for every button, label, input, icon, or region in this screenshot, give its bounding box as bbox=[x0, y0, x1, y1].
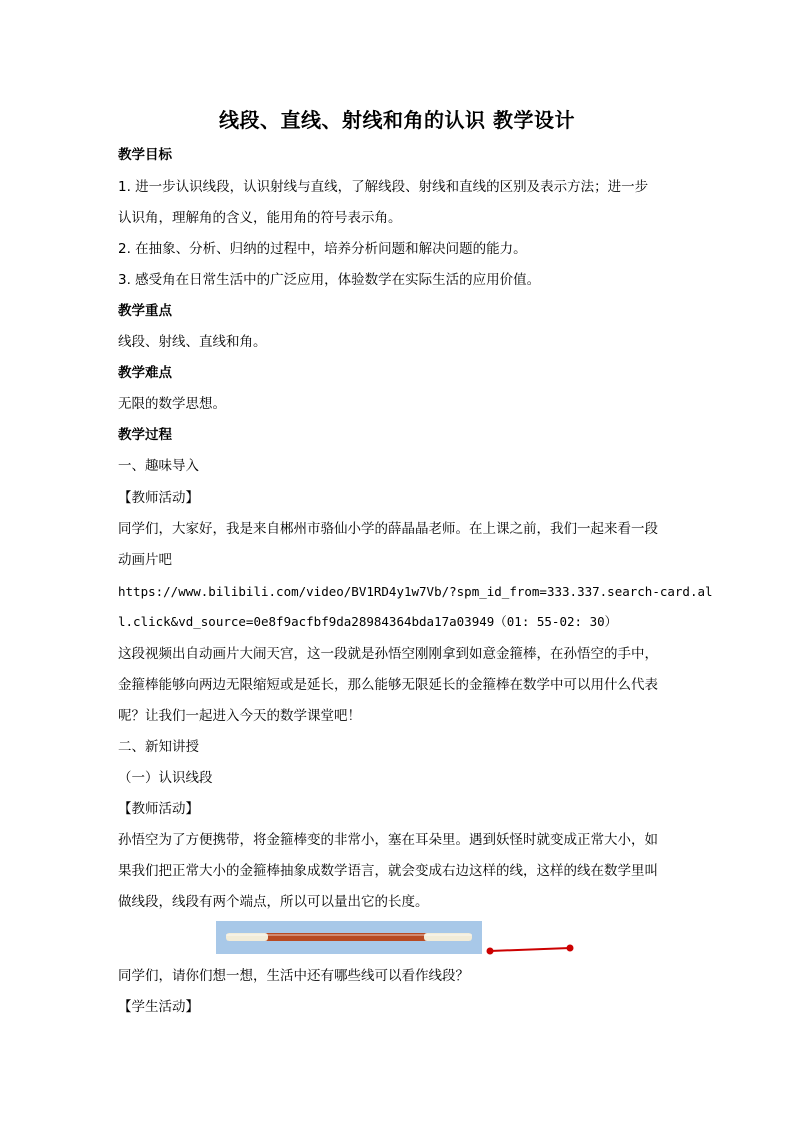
section-heading-key-points: 教学重点 bbox=[118, 303, 172, 319]
paragraph-line: 同学们，大家好，我是来自郴州市骆仙小学的薛晶晶老师。在上课之前，我们一起来看一段 bbox=[118, 521, 658, 537]
paragraph-line: 孙悟空为了方便携带，将金箍棒变的非常小，塞在耳朵里。遇到妖怪时就变成正常大小，如 bbox=[118, 832, 658, 848]
paragraph-line: 线段、射线、直线和角。 bbox=[118, 334, 267, 350]
section-heading-process: 教学过程 bbox=[118, 427, 172, 443]
section-heading-difficulties: 教学难点 bbox=[118, 365, 172, 381]
segment-endpoint-left bbox=[487, 948, 494, 955]
subsection-heading: （一）认识线段 bbox=[118, 770, 213, 786]
paragraph-line: 认识角，理解角的含义，能用角的符号表示角。 bbox=[118, 210, 402, 226]
golden-cudgel-image bbox=[216, 921, 482, 954]
paragraph-line: 这段视频出自动画片大闹天宫，这一段就是孙悟空刚刚拿到如意金箍棒，在孙悟空的手中， bbox=[118, 646, 658, 662]
section-heading-objectives: 教学目标 bbox=[118, 147, 172, 163]
line-segment-diagram bbox=[484, 940, 578, 958]
segment-endpoint-right bbox=[567, 945, 574, 952]
paragraph-line: 果我们把正常大小的金箍棒抽象成数学语言，就会变成右边这样的线，这样的线在数学里叫 bbox=[118, 863, 658, 879]
paragraph-line: 动画片吧 bbox=[118, 552, 172, 568]
document-title: 线段、直线、射线和角的认识 教学设计 bbox=[219, 108, 575, 132]
activity-label: 【教师活动】 bbox=[118, 490, 199, 506]
paragraph-line: 1. 进一步认识线段，认识射线与直线，了解线段、射线和直线的区别及表示方法；进一步 bbox=[118, 179, 649, 195]
paragraph-line: 2. 在抽象、分析、归纳的过程中，培养分析问题和解决问题的能力。 bbox=[118, 241, 527, 257]
paragraph-line: 3. 感受角在日常生活中的广泛应用，体验数学在实际生活的应用价值。 bbox=[118, 272, 541, 288]
video-link[interactable]: https://www.bilibili.com/video/BV1RD4y1w7Vb/?spm_id_from=333.337.search-card.al bbox=[118, 584, 713, 599]
paragraph-line: 做线段，线段有两个端点，所以可以量出它的长度。 bbox=[118, 894, 429, 910]
paragraph-line: 金箍棒能够向两边无限缩短或是延长，那么能够无限延长的金箍棒在数学中可以用什么代表 bbox=[118, 677, 658, 693]
subsection-heading: 二、新知讲授 bbox=[118, 739, 199, 755]
line-segment bbox=[490, 948, 570, 951]
paragraph-line: 无限的数学思想。 bbox=[118, 396, 226, 412]
subsection-heading: 一、趣味导入 bbox=[118, 458, 199, 474]
paragraph-line: 同学们，请你们想一想，生活中还有哪些线可以看作线段？ bbox=[118, 968, 469, 984]
activity-label: 【教师活动】 bbox=[118, 801, 199, 817]
activity-label: 【学生活动】 bbox=[118, 999, 199, 1015]
golden-cudgel-drawing bbox=[216, 921, 482, 954]
video-link-continued[interactable]: l.click&vd_source=0e8f9acfbf9da28984364bda17a03949（01: 55-02: 30） bbox=[118, 614, 618, 629]
paragraph-line: 呢？让我们一起进入今天的数学课堂吧！ bbox=[118, 708, 361, 724]
